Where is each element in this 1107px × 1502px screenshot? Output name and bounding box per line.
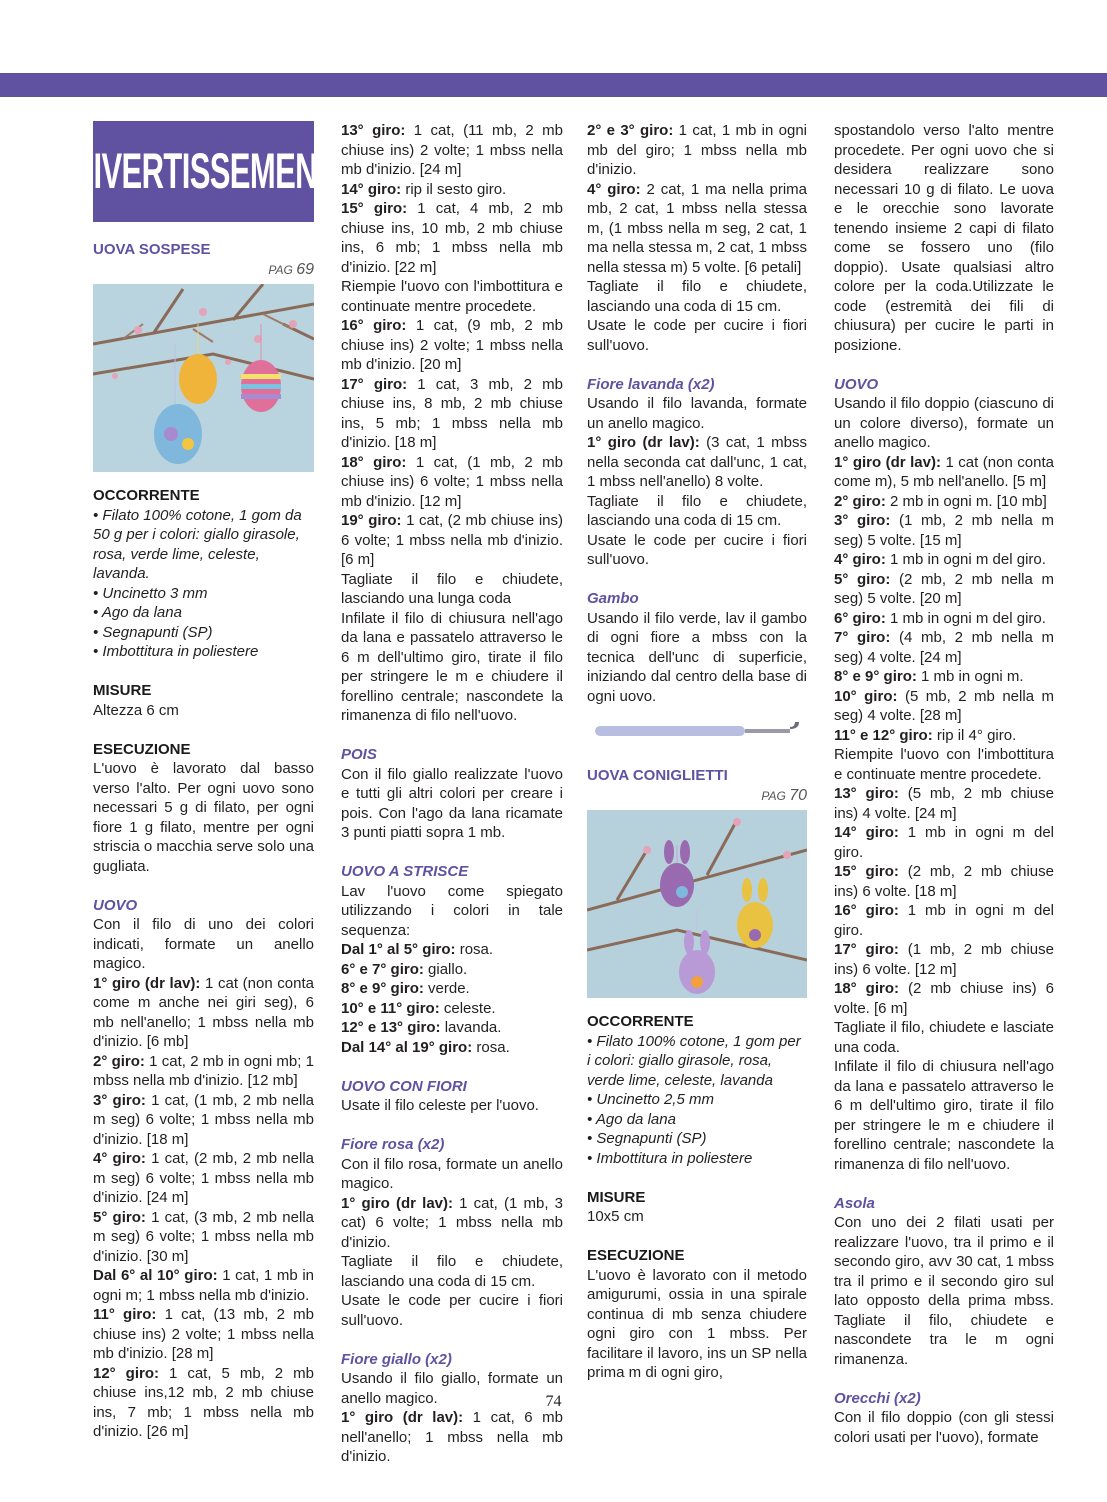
finish-text: Usate le code per cucire i fiori sull'uovo. bbox=[587, 531, 807, 568]
crochet-hook-icon bbox=[587, 716, 807, 746]
page-reference: PAG 70 bbox=[761, 786, 807, 804]
round-instruction: 2° e 3° giro: 1 cat, 1 mb in ogni mb del giro; 1 mbss nella mb d'inizio. bbox=[587, 122, 807, 178]
round-instruction: 19° giro: 1 cat, (2 mb chiuse ins) 6 volte; 1 mbss nella mb d'inizio. [6 m] bbox=[341, 512, 563, 568]
fiori-text: Usate il filo celeste per l'uovo. bbox=[341, 1097, 539, 1114]
stripe-round: 12° e 13° giro: lavanda. bbox=[341, 1019, 502, 1036]
esecuzione-text: L'uovo è lavorato dal basso verso l'alto. Per ogni uovo sono necessari 5 g di filato, per ogni fiore 1 g filato, mentre per ogni striscia o macchia serve solo una gugliata. bbox=[93, 760, 314, 875]
round-instruction: 4° giro: 2 cat, 1 ma nella prima mb, 2 cat, 1 mbss nella stessa m, (1 mbss nella m seg, 2 cat, 1 ma nella stessa m, 2 cat, 1 mbss nella stessa m) 5 volte. [6 petali] bbox=[587, 180, 807, 276]
round-instruction: 5° giro: (2 mb, 2 mb nella m seg) 5 volte. [20 m] bbox=[834, 570, 1054, 607]
strisce-intro: Lav l'uovo come spiegato utilizzando i colori in tale sequenza: bbox=[341, 882, 563, 939]
occorrente-heading: OCCORRENTE bbox=[587, 1013, 694, 1030]
round-instruction: 3° giro: 1 cat, (1 mb, 2 mb nella m seg) 6 volte; 1 mbss nella mb d'inizio. [18 m] bbox=[93, 1091, 314, 1148]
bunny-eggs-illustration bbox=[587, 810, 807, 998]
finish-text: Tagliate il filo e chiudete, lasciando una lunga coda bbox=[341, 570, 563, 607]
fiore-rosa-heading: Fiore rosa (x2) bbox=[341, 1136, 445, 1153]
gambo-heading: Gambo bbox=[587, 590, 639, 607]
occorrente-heading: OCCORRENTE bbox=[93, 487, 200, 504]
stuffing-note: Riempie l'uovo con l'imbottitura e continuate mentre procedete. bbox=[341, 278, 563, 315]
misure-heading: MISURE bbox=[93, 682, 152, 699]
round-instruction: 5° giro: 1 cat, (3 mb, 2 mb nella m seg) 6 volte; 1 mbss nella mb d'inizio. [30 m] bbox=[93, 1208, 314, 1265]
misure-heading: MISURE bbox=[587, 1188, 646, 1206]
material-item: • Imbottitura in poliestere bbox=[93, 643, 259, 660]
page-number: 74 bbox=[545, 1393, 562, 1410]
section-title-box bbox=[71, 121, 336, 222]
uovo-intro: Usando il filo doppio (ciascuno di un colore diverso), formate un anello magico. bbox=[834, 395, 1054, 451]
pois-text: Con il filo giallo realizzate l'uovo e tutti gli altri colori per creare i pois. Con l'ago da lana ricamate 3 punti piatti sopra 1 mb. bbox=[341, 765, 563, 841]
finish-text: Usate le code per cucire i fiori sull'uovo. bbox=[587, 317, 807, 354]
material-item: • Ago da lana bbox=[93, 604, 182, 621]
stripe-round: 6° e 7° giro: giallo. bbox=[341, 960, 468, 978]
round-instruction: 15° giro: 1 cat, 4 mb, 2 mb chiuse ins, 10 mb, 2 mb chiuse ins, 6 mb; 1 mbss nella mb d'inizio. [22 m] bbox=[341, 200, 563, 276]
asola-text: Con uno dei 2 filati usati per realizzare l'uovo, tra il primo e il secondo giro, avv 30 cat, 1 mbss tra il primo e il secondo giro sul lato opposto della prima mbss. Tagliate il filo, chiudete e nascondete tra le m ogni rimanenza. bbox=[834, 1214, 1054, 1368]
fiori-heading: UOVO CON FIORI bbox=[341, 1077, 467, 1095]
material-item: • Uncinetto 3 mm bbox=[93, 584, 208, 602]
round-instruction: 1° giro (dr lav): 1 cat (non conta come m), 5 mb nell'anello. [5 m] bbox=[834, 453, 1054, 490]
round-instruction: 4° giro: 1 mb in ogni m del giro. bbox=[834, 551, 1046, 568]
round-instruction: 11° e 12° giro: rip il 4° giro. bbox=[834, 726, 1017, 744]
esecuzione-heading: ESECUZIONE bbox=[587, 1247, 685, 1264]
round-instruction: 17° giro: 1 cat, 3 mb, 2 mb chiuse ins, 8 mb, 2 mb chiuse ins, 5 mb; 1 mbss nella mb d'inizio. [18 m] bbox=[341, 375, 563, 451]
round-instruction: 3° giro: (1 mb, 2 mb nella m seg) 5 volte. [15 m] bbox=[834, 512, 1054, 549]
round-instruction: 17° giro: (1 mb, 2 mb chiuse ins) 6 volte. [12 m] bbox=[834, 941, 1054, 978]
heading-uova-coniglietti: UOVA CONIGLIETTI bbox=[587, 767, 728, 784]
round-instruction: 4° giro: 1 cat, (2 mb, 2 mb nella m seg) 6 volte; 1 mbss nella mb d'inizio. [24 m] bbox=[93, 1150, 314, 1206]
column-3 bbox=[587, 121, 807, 1383]
stripe-round: Dal 14° al 19° giro: rosa. bbox=[341, 1038, 510, 1056]
finish-text: Usate le code per cucire i fiori sull'uovo. bbox=[341, 1292, 563, 1329]
round-instruction: 1° giro (dr lav): 1 cat (non conta come m anche nei giri seg), 6 mb nell'anello; 1 mbss nella mb d'inizio. [6 mb] bbox=[93, 974, 314, 1050]
gambo-text: Usando il filo verde, lav il gambo di ogni fiore a mbss con la tecnica dell'unc di superficie, iniziando dal centro della base di ogni uovo. bbox=[587, 609, 807, 705]
orecchi-text: Con il filo doppio (con gli stessi colori usati per l'uovo), formate bbox=[834, 1409, 1054, 1446]
pois-heading: POIS bbox=[341, 746, 377, 763]
fiore-lavanda-heading: Fiore lavanda (x2) bbox=[587, 375, 715, 393]
misure-text: Altezza 6 cm bbox=[93, 701, 179, 719]
finish-text: Tagliate il filo e chiudete, lasciando una coda di 15 cm. bbox=[587, 278, 807, 315]
fiore-lavanda-intro: Usando il filo lavanda, formate un anello magico. bbox=[587, 395, 807, 432]
intro-text: spostandolo verso l'alto mentre procedete. Per ogni uovo che si desidera realizzare sono necessari 10 g di filato. Le uova e le orecchie sono lavorate tenendo insieme 2 capi di filato come se fossero uno (filo doppio). Usate qualsiasi altro colore per la coda.Utilizzate le code (estremità dei fili di chiusura) per cucire le parti in posizione. bbox=[834, 122, 1054, 354]
round-instruction: 13° giro: 1 cat, (11 mb, 2 mb chiuse ins) 2 volte; 1 mbss nella mb d'inizio. [24 m] bbox=[341, 122, 563, 178]
round-instruction: 1° giro (dr lav): 1 cat, 6 mb nell'anello; 1 mbss nella mb d'inizio. bbox=[341, 1409, 564, 1465]
material-item: • Segnapunti (SP) bbox=[93, 623, 213, 641]
stuffing-note: Riempite l'uovo con l'imbottitura e continuate mentre procedete. bbox=[834, 746, 1054, 783]
material-item: • Uncinetto 2,5 mm bbox=[587, 1091, 714, 1108]
stripe-round: 8° e 9° giro: verde. bbox=[341, 980, 470, 997]
round-instruction: 6° giro: 1 mb in ogni m del giro. bbox=[834, 609, 1046, 627]
section-title: DIVERTISSEMENT bbox=[71, 142, 336, 199]
fiore-giallo-intro: Usando il filo giallo, formate un anello magico. bbox=[341, 1370, 563, 1407]
top-color-bar bbox=[0, 73, 1107, 97]
orecchi-heading: Orecchi (x2) bbox=[834, 1389, 921, 1407]
round-instruction: 10° giro: (5 mb, 2 mb nella m seg) 4 volte. [28 m] bbox=[834, 687, 1054, 724]
crochet-hook-image bbox=[587, 716, 807, 746]
esecuzione-heading: ESECUZIONE bbox=[93, 740, 191, 758]
photo-hanging-eggs bbox=[93, 284, 314, 472]
round-instruction: 14° giro: 1 mb in ogni m del giro. bbox=[834, 824, 1054, 861]
column-1 bbox=[71, 121, 336, 1442]
column-4 bbox=[834, 121, 1054, 1447]
page-reference: PAG 69 bbox=[268, 260, 314, 278]
round-instruction: 1° giro (dr lav): 1 cat, (1 mb, 3 cat) 6 volte; 1 mbss nella mb d'inizio. bbox=[341, 1194, 564, 1251]
uovo-heading: UOVO bbox=[834, 375, 879, 393]
material-item: • Filato 100% cotone, 1 gom per i colori: giallo girasole, rosa, verde lime, celeste, lavanda bbox=[587, 1032, 801, 1089]
strisce-heading: UOVO A STRISCE bbox=[341, 863, 469, 880]
finish-text: Tagliate il filo, chiudete e lasciate una coda. bbox=[834, 1019, 1054, 1056]
material-item: • Imbottitura in poliestere bbox=[587, 1149, 753, 1167]
material-item: • Segnapunti (SP) bbox=[587, 1130, 707, 1147]
column-2 bbox=[341, 121, 563, 1467]
asola-heading: Asola bbox=[834, 1194, 875, 1212]
heading-uova-sospese: UOVA SOSPESE bbox=[93, 241, 211, 258]
fiore-rosa-intro: Con il filo rosa, formate un anello magico. bbox=[341, 1155, 563, 1192]
material-item: • Filato 100% cotone, 1 gom da 50 g per i colori: giallo girasole, rosa, verde lime, celeste, lavanda. bbox=[93, 506, 302, 582]
finish-text: Tagliate il filo e chiudete, lasciando una coda di 15 cm. bbox=[587, 492, 807, 529]
photo-bunny-eggs bbox=[587, 810, 807, 998]
stripe-round: Dal 1° al 5° giro: rosa. bbox=[341, 941, 494, 958]
round-instruction: 16° giro: 1 cat, (9 mb, 2 mb chiuse ins) 2 volte; 1 mbss nella mb d'inizio. [20 m] bbox=[341, 317, 563, 373]
round-instruction: 18° giro: (2 mb chiuse ins) 6 volte. [6 m] bbox=[834, 980, 1054, 1017]
finish-text: Tagliate il filo e chiudete, lasciando una coda di 15 cm. bbox=[341, 1253, 563, 1290]
round-instruction: 2° giro: 2 mb in ogni m. [10 mb] bbox=[834, 492, 1047, 510]
round-instruction: 18° giro: 1 cat, (1 mb, 2 mb chiuse ins) 6 volte; 1 mbss nella mb d'inizio. [12 m] bbox=[341, 453, 563, 510]
round-instruction: 7° giro: (4 mb, 2 mb nella m seg) 4 volte. [24 m] bbox=[834, 629, 1054, 666]
round-instruction: 15° giro: (2 mb, 2 mb chiuse ins) 6 volte. [18 m] bbox=[834, 863, 1054, 900]
material-item: • Ago da lana bbox=[587, 1110, 676, 1128]
round-instruction: 14° giro: rip il sesto giro. bbox=[341, 180, 507, 198]
esecuzione-text: L'uovo è lavorato con il metodo amigurumi, ossia in una spirale continua di mb senza chiudere ogni giro con 1 mbss. Per facilitare il lavoro, ins un SP nella prima m di ogni giro, bbox=[587, 1266, 807, 1381]
finish-text: Infilate il filo di chiusura nell'ago da lana e passatelo attraverso le 6 m dell'ultimo giro, tirate il filo per stringere le m e chiudere il forellino centrale; nascondete la rimanenza di filo nell'uovo. bbox=[834, 1058, 1054, 1173]
stripe-round: 10° e 11° giro: celeste. bbox=[341, 999, 496, 1017]
hanging-eggs-illustration bbox=[93, 284, 314, 472]
round-instruction: 12° giro: 1 cat, 5 mb, 2 mb chiuse ins,12 mb, 2 mb chiuse ins, 7 mb; 1 mbss nella mb d'inizio. [26 m] bbox=[93, 1364, 314, 1440]
round-instruction: 11° giro: 1 cat, (13 mb, 2 mb chiuse ins) 2 volte; 1 mbss nella mb d'inizio. [28 m] bbox=[93, 1306, 314, 1362]
round-instruction: 1° giro (dr lav): (3 cat, 1 mbss nella seconda cat dall'unc, 1 cat, 1 mbss nell'anello) 8 volte. bbox=[587, 434, 807, 490]
uovo-heading: UOVO bbox=[93, 896, 138, 914]
misure-text: 10x5 cm bbox=[587, 1208, 644, 1225]
fiore-giallo-heading: Fiore giallo (x2) bbox=[341, 1350, 452, 1368]
round-instruction: 2° giro: 1 cat, 2 mb in ogni mb; 1 mbss nella mb d'inizio. [12 mb] bbox=[93, 1052, 314, 1089]
round-instruction: 13° giro: (5 mb, 2 mb chiuse ins) 4 volte. [24 m] bbox=[834, 785, 1054, 822]
finish-text: Infilate il filo di chiusura nell'ago da lana e passatelo attraverso le 6 m dell'ultimo giro, tirate il filo per stringere le m e chiudere il forellino centrale; nascondete la rimanenza di filo nell'uovo. bbox=[341, 609, 563, 724]
round-instruction: Dal 6° al 10° giro: 1 cat, 1 mb in ogni m; 1 mbss nella mb d'inizio. bbox=[93, 1267, 314, 1304]
uovo-intro: Con il filo di uno dei colori indicati, formate un anello magico. bbox=[93, 916, 314, 972]
round-instruction: 16° giro: 1 mb in ogni m del giro. bbox=[834, 902, 1054, 939]
round-instruction: 8° e 9° giro: 1 mb in ogni m. bbox=[834, 668, 1024, 685]
